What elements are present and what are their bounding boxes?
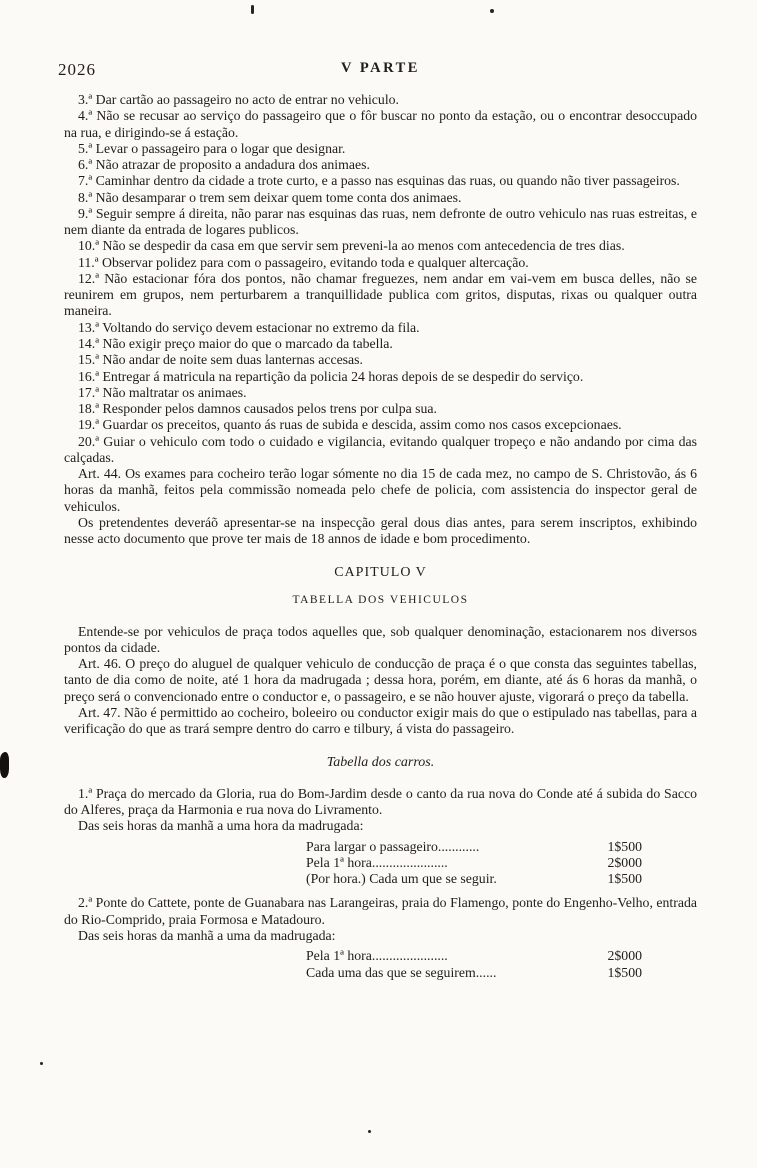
- regulation-item: 12.ª Não estacionar fóra dos pontos, não chamar freguezes, nem andar em vai-vem em busca delles, não se reunirem em grupos, nem perturbarem a tranquillidade publica com gritos, disputas, rixas ou qualquer outra maneira.: [64, 270, 697, 319]
- regulations-list: [64, 92, 697, 547]
- fare-table-title: Tabella dos carros.: [326, 755, 435, 771]
- regulation-item: 18.ª Responder pelos damnos causados pelos trens por culpa sua.: [78, 401, 438, 417]
- price-value: 1$500: [607, 871, 642, 887]
- fare-section-schedule: Das seis horas da manhã a uma hora da madrugada:: [78, 818, 364, 834]
- price-value: 1$500: [607, 964, 642, 980]
- article-paragraph: Art. 44. Os exames para cocheiro terão logar sómente no dia 15 de cada mez, no campo de S. Christovão, ás 6 horas da manhã, feitos pela commissão nomeada pelo chefe de policia, com assistencia do inspector geral de vehiculos.: [64, 466, 697, 514]
- regulation-item: 13.ª Voltando do serviço devem estacionar no extremo da fila.: [78, 319, 420, 335]
- price-label: Pela 1ª hora......................: [306, 948, 448, 964]
- regulation-item: 9.ª Seguir sempre á direita, não parar nas esquinas das ruas, nem defronte de outro vehiculo nas ruas estreitas, e nem diante da entrada de logares publicos.: [64, 205, 697, 238]
- regulation-item: 17.ª Não maltratar os animaes.: [78, 384, 247, 400]
- price-value: 2$000: [607, 948, 642, 964]
- article-paragraph: Os pretendentes deveráõ apresentar-se na inspecção geral dous dias antes, para serem inscriptos, exhibindo nesse acto documento que prove ter mais de 18 annos de idade e bom procedimento.: [64, 514, 697, 547]
- ink-speck: [368, 1130, 371, 1133]
- price-label: Cada uma das que se seguirem......: [306, 964, 497, 980]
- ink-speck: [490, 9, 494, 13]
- fare-section-intro: 2.ª Ponte do Cattete, ponte de Guanabara nas Larangeiras, praia do Flamengo, ponte do Engenho-Velho, entrada do Rio-Comprido, praia Formosa e Matadouro.: [64, 895, 697, 927]
- price-row: [306, 855, 642, 871]
- price-row: [306, 948, 642, 964]
- page-number: 2026: [58, 60, 96, 79]
- price-value: 2$000: [607, 854, 642, 870]
- ink-speck: [40, 1062, 43, 1065]
- article-paragraph: Art. 46. O preço do aluguel de qualquer vehiculo de conducção de praça é o que consta das seguintes tabellas, tanto de dia como de noite, até 1 hora da madrugada ; dessa hora, porém, em diante, até ás 6 horas da manhã, o preço será o convencionado entre o conductor e, o passageiro, e se não houver ajuste, vigorará o preço da tabella.: [64, 656, 697, 704]
- regulation-item: 8.ª Não desamparar o trem sem deixar quem tome conta dos animaes.: [78, 189, 462, 205]
- price-row: [306, 839, 642, 855]
- regulation-item: 15.ª Não andar de noite sem duas lanternas accesas.: [78, 352, 363, 368]
- chapter-title: CAPITULO V: [334, 565, 427, 581]
- ink-speck: [251, 5, 254, 14]
- price-table: [306, 839, 642, 888]
- price-table: [306, 948, 642, 981]
- regulation-item: 19.ª Guardar os preceitos, quanto ás ruas de subida e descida, assim como nos casos excepcionaes.: [78, 417, 622, 433]
- regulation-item: 14.ª Não exigir preço maior do que o marcado da tabella.: [78, 335, 393, 351]
- ink-blot: [0, 752, 9, 778]
- chapter-paragraph: Entende-se por vehiculos de praça todos aquelles que, sob qualquer denominação, estacionarem nos diversos pontos da cidade.: [64, 623, 697, 655]
- regulation-item: 4.ª Não se recusar ao serviço do passageiro que o fôr buscar no ponto da estação, ou o encontrar desoccupado na rua, e dirigindo-se á estação.: [64, 108, 697, 140]
- price-value: 1$500: [607, 838, 642, 854]
- chapter-section: [64, 565, 697, 737]
- article-paragraph: Art. 47. Não é permittido ao cocheiro, boleeiro ou conductor exigir mais do que o estipulado nas tabellas, para a verificação do que as trará sempre dentro do carro e tilbury, á vista do passageiro.: [64, 704, 697, 737]
- regulation-item: 20.ª Guiar o vehiculo com todo o cuidado e vigilancia, evitando qualquer tropeço e não andando por cima das calçadas.: [64, 433, 697, 465]
- regulation-item: 6.ª Não atrazar de proposito a andadura dos animaes.: [78, 157, 370, 173]
- chapter-subtitle: TABELLA DOS VEHICULOS: [292, 593, 469, 606]
- fare-section-schedule: Das seis horas da manhã a uma da madrugada:: [78, 928, 336, 944]
- price-row: [306, 871, 642, 887]
- price-label: Pela 1ª hora......................: [306, 854, 448, 870]
- regulation-item: 11.ª Observar polidez para com o passageiro, evitando toda e qualquer altercação.: [78, 254, 529, 270]
- price-row: [306, 965, 642, 981]
- regulation-item: 10.ª Não se despedir da casa em que servir sem preveni-la ao menos com antecedencia de tres dias.: [78, 238, 625, 254]
- regulation-item: 3.ª Dar cartão ao passageiro no acto de entrar no vehiculo.: [78, 92, 399, 107]
- price-label: Para largar o passageiro............: [306, 838, 480, 854]
- fare-section-intro: 1.ª Praça do mercado da Gloria, rua do Bom-Jardim desde o canto da rua nova do Conde até á subida do Sacco do Alferes, praça da Harmonia e rua nova do Livramento.: [64, 785, 697, 818]
- regulation-item: 16.ª Entregar á matricula na repartição da policia 24 horas depois de se despedir do serviço.: [78, 368, 584, 384]
- price-label: (Por hora.) Cada um que se seguir.: [306, 871, 497, 887]
- regulation-item: 7.ª Caminhar dentro da cidade a trote curto, e a passo nas esquinas das ruas, ou quando não tiver passageiros.: [78, 173, 680, 189]
- page-header: [58, 60, 697, 80]
- page-header-title: V PARTE: [341, 60, 420, 76]
- regulation-item: 5.ª Levar o passageiro para o logar que designar.: [78, 140, 346, 156]
- fare-table-section: [64, 755, 697, 980]
